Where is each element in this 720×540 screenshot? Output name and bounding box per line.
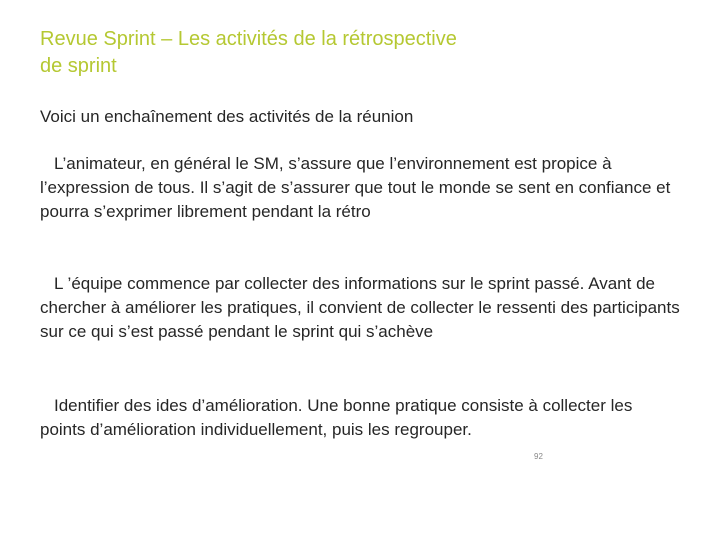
slide-title bbox=[40, 26, 640, 80]
page-number: 92 bbox=[534, 452, 543, 461]
paragraph-generate-insights: Identifier des ides d’amélioration. Une bonne pratique consiste à collecter les points d’amélioration individuellement, puis les regrouper. bbox=[40, 396, 633, 439]
paragraph-gather-data: L ’équipe commence par collecter des informations sur le sprint passé. Avant de chercher à améliorer les pratiques, il convient de collecter le ressenti des participants sur ce qui s’est passé pendant le sprint qui s’achève bbox=[40, 274, 680, 341]
slide-title-line-1: Revue Sprint – Les activités de la rétrospective bbox=[40, 28, 457, 50]
slide-title-line-2: de sprint bbox=[40, 55, 117, 77]
intro-text: Voici un enchaînement des activités de la réunion bbox=[40, 107, 414, 126]
paragraph-setting-stage: L’animateur, en général le SM, s’assure que l’environnement est propice à l’expression de tous. Il s’agit de s’assurer que tout le monde se sent en confiance et pourra s’exprimer librement pendant la rétro bbox=[40, 154, 671, 221]
